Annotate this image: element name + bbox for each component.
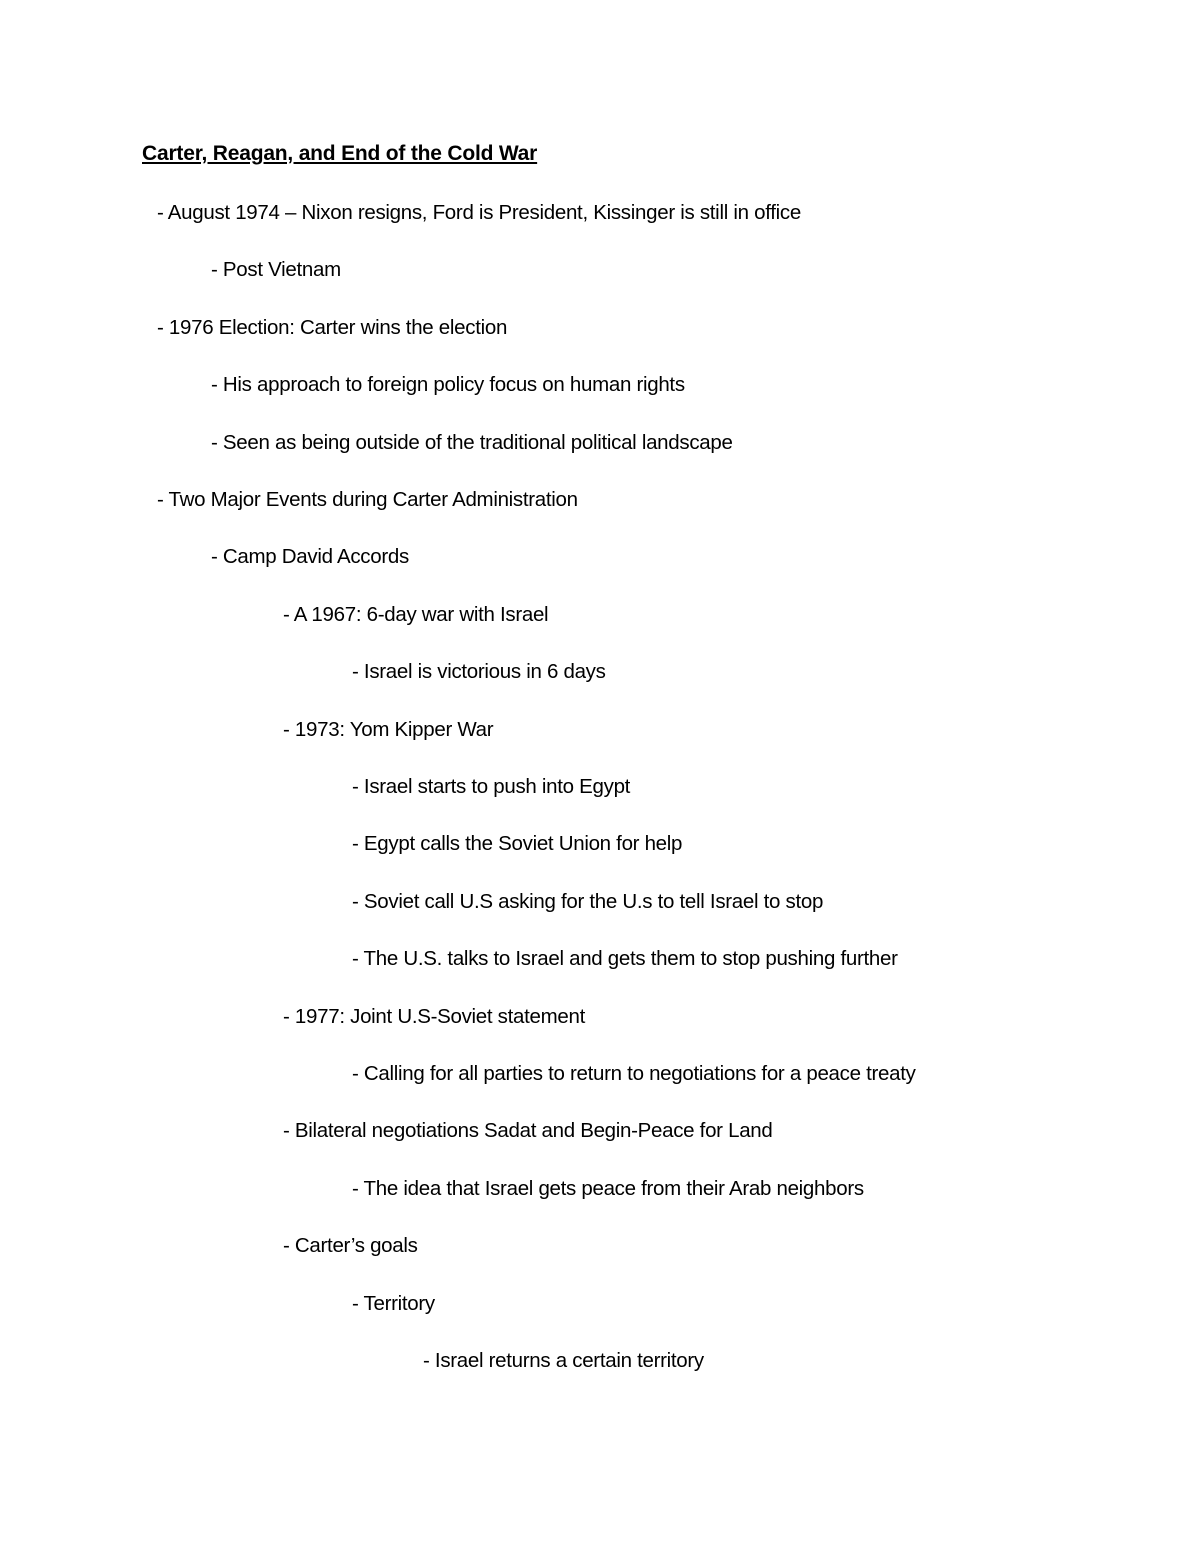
outline-item-level-0: - Two Major Events during Carter Administration xyxy=(157,488,578,511)
outline-item-level-2: - Bilateral negotiations Sadat and Begin-Peace for Land xyxy=(283,1119,773,1142)
outline-item-level-2: - A 1967: 6-day war with Israel xyxy=(283,603,549,626)
outline-item-level-3: - The idea that Israel gets peace from their Arab neighbors xyxy=(352,1177,864,1200)
outline-item-level-1: - His approach to foreign policy focus on human rights xyxy=(211,373,685,396)
outline-item-level-3: - Soviet call U.S asking for the U.s to tell Israel to stop xyxy=(352,890,824,913)
outline-item-level-2: - 1973: Yom Kipper War xyxy=(283,718,494,741)
outline-item-level-3: - The U.S. talks to Israel and gets them to stop pushing further xyxy=(352,947,898,970)
outline-item-level-3: - Israel is victorious in 6 days xyxy=(352,660,606,683)
outline-item-level-2: - 1977: Joint U.S-Soviet statement xyxy=(283,1005,586,1028)
outline-item-level-1: - Seen as being outside of the traditional political landscape xyxy=(211,431,733,454)
outline-item-level-1: - Post Vietnam xyxy=(211,258,341,281)
outline-item-level-0: - 1976 Election: Carter wins the election xyxy=(157,316,508,339)
outline-item-level-0: - August 1974 – Nixon resigns, Ford is President, Kissinger is still in office xyxy=(157,201,801,224)
outline-item-level-3: - Territory xyxy=(352,1292,435,1315)
outline-item-level-4: - Israel returns a certain territory xyxy=(423,1349,704,1372)
outline-item-level-1: - Camp David Accords xyxy=(211,545,409,568)
outline-item-level-3: - Calling for all parties to return to negotiations for a peace treaty xyxy=(352,1062,916,1085)
outline-item-level-2: - Carter’s goals xyxy=(283,1234,418,1257)
outline-item-level-3: - Israel starts to push into Egypt xyxy=(352,775,631,798)
document-title: Carter, Reagan, and End of the Cold War xyxy=(142,142,538,165)
outline-item-level-3: - Egypt calls the Soviet Union for help xyxy=(352,832,683,855)
